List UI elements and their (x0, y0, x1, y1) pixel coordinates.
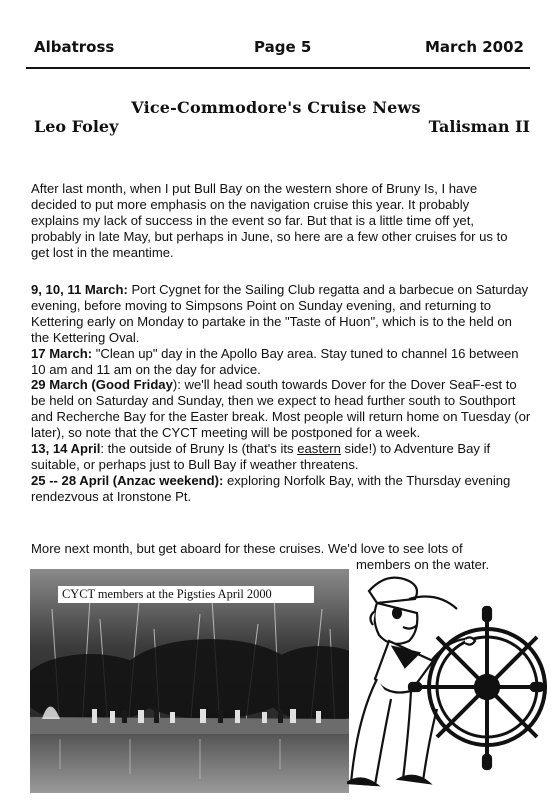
sailor-at-ships-wheel-icon (347, 569, 547, 795)
cruise-description: : the outside of Bruny Is (that's its (100, 441, 298, 457)
header-page-number: Page 5 (254, 38, 312, 56)
cruise-date: 9, 10, 11 March: (31, 282, 128, 297)
cruise-date: 25 -- 28 April (Anzac weekend): (31, 472, 224, 488)
closing-line: members on the water. (356, 557, 490, 572)
cruise-emphasis: eastern (297, 441, 341, 457)
closing-line: More next month, but get aboard for these cruises. We'd love to see lots of (31, 541, 463, 556)
photo-caption: CYCT members at the Pigsties April 2000 (58, 586, 314, 603)
header-divider (26, 67, 530, 69)
cruise-date: 17 March: (31, 345, 93, 361)
cruise-item (31, 441, 531, 473)
article-author: Leo Foley (34, 117, 119, 136)
cruise-item (31, 377, 531, 441)
cruise-description: ): we'll head south towards Dover for the Dover SeaF-est to be held on Saturday and Sunday, then we expect to head further south to Southport and Recherche Bay for the Easter break. Most people will return home on Tuesday (or later), so note that the CYCT meeting will be postponed for a week. (31, 377, 531, 441)
cruise-item (31, 473, 531, 505)
cruise-description: side!) to Adventure Bay if suitable, or perhaps just to Bull Bay if weather threatens. (31, 441, 491, 472)
article-title: Vice-Commodore's Cruise News (131, 98, 421, 117)
cruise-date: 29 March (Good Friday (31, 377, 173, 393)
cruise-list (31, 282, 531, 505)
header-publication: Albatross (34, 38, 115, 56)
cruise-item (31, 346, 531, 378)
cruise-description: Port Cygnet for the Sailing Club regatta and a barbecue on Saturday evening, before moving to Simpsons Point on Sunday evening, and returning to Kettering early on Monday to partake in the "Taste of Huon", which is to the held on the Kettering Oval. (31, 282, 529, 345)
intro-paragraph: After last month, when I put Bull Bay on the western shore of Bruny Is, I have decided to put more emphasis on the navigation cruise this year. It probably explains my lack of success in the event so far. But that is a little time off yet, probably in late May, but perhaps in June, so here are a few other cruises for us to get lost in the meantime. (31, 181, 508, 260)
cruise-description: exploring Norfolk Bay, with the Thursday evening rendezvous at Ironstone Pt. (31, 472, 511, 504)
cruise-item (31, 282, 531, 346)
author-boat: Talisman II (428, 117, 530, 136)
header-date: March 2002 (425, 38, 524, 56)
cruise-description: "Clean up" day in the Apollo Bay area. Stay tuned to channel 16 between 10 am and 11 am on the day for advice. (31, 345, 519, 377)
cruise-date: 13, 14 April (31, 441, 101, 457)
